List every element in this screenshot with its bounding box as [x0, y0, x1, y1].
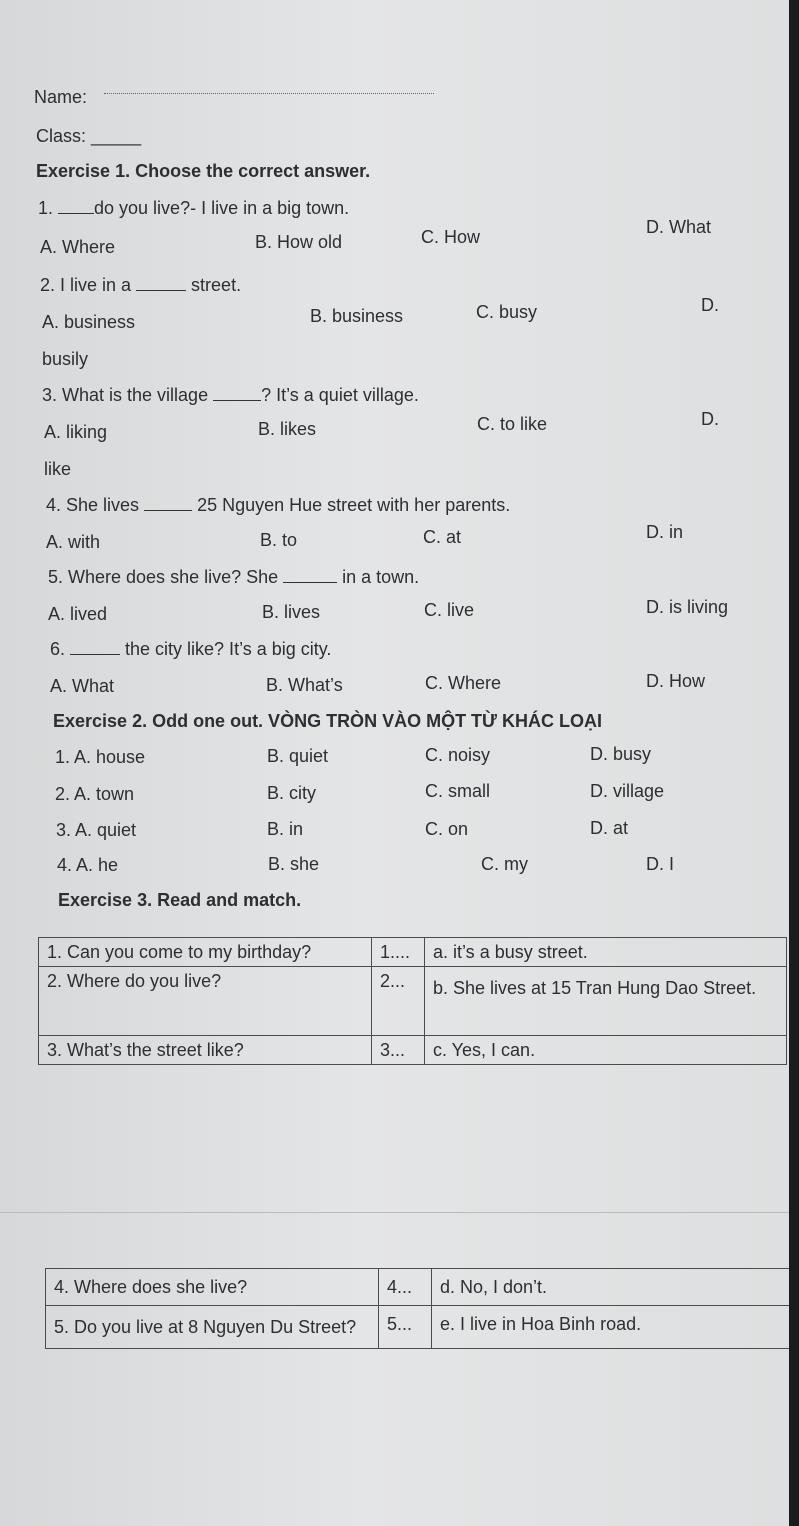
class-label-text: Class: — [36, 126, 87, 146]
answer-cell: e. I live in Hoa Binh road. — [432, 1306, 794, 1349]
ex2-row-1-c: C. noisy — [425, 745, 491, 765]
q1-pre: 1. — [38, 198, 59, 218]
ex1-q3-option-d: D. — [701, 409, 719, 429]
q2-post: street. — [186, 275, 242, 295]
ex2-row-1-b: B. quiet — [267, 746, 329, 766]
ex1-q6-option-d: D. How — [646, 671, 706, 691]
ex1-q4-option-b: B. to — [260, 530, 298, 550]
ex2-row-2-d: D. village — [590, 781, 665, 801]
ex1-q6-option-b: B. What’s — [266, 675, 343, 695]
q3-post: ? It’s a quiet village. — [261, 385, 419, 405]
ex2-row-2-a: 2. A. town — [55, 784, 135, 804]
ex1-q5-option-d: D. is living — [646, 597, 729, 617]
ex2-row-2-c: C. small — [425, 781, 491, 801]
ex1-q5-option-b: B. lives — [262, 602, 321, 622]
ex1-q1-option-b: B. How old — [255, 232, 343, 252]
answer-blank — [58, 213, 94, 214]
ex1-q5-option-c: C. live — [424, 600, 475, 620]
table-row — [46, 1269, 794, 1306]
ex2-row-4-a: 4. A. he — [57, 855, 119, 875]
page-divider — [0, 1212, 799, 1213]
ex2-row-3-c: C. on — [425, 819, 469, 839]
ex1-q3-option-a: A. liking — [44, 422, 108, 442]
answer-blank — [144, 510, 192, 511]
question-cell: 4. Where does she live? — [46, 1269, 379, 1306]
ex1-q4-option-a: A. with — [46, 532, 101, 552]
name-label: Name: — [34, 87, 88, 107]
ex1-q1-option-c: C. How — [421, 227, 481, 247]
q2-pre: 2. I live in a — [40, 275, 137, 295]
q6-pre: 6. — [50, 639, 71, 659]
answer-blank — [70, 654, 120, 655]
name-blank-line — [104, 93, 434, 94]
ex1-question-5 — [48, 566, 419, 588]
answer-cell: b. She lives at 15 Tran Hung Dao Street. — [425, 967, 787, 1036]
ex1-question-4 — [46, 494, 510, 516]
ex1-q4-option-c: C. at — [423, 527, 462, 547]
answer-number-cell[interactable]: 5... — [379, 1306, 432, 1349]
ex2-row-3-d: D. at — [590, 818, 629, 838]
match-table-2 — [45, 1268, 794, 1349]
answer-number-cell[interactable]: 1.... — [372, 938, 425, 967]
answer-number-cell[interactable]: 4... — [379, 1269, 432, 1306]
answer-number-cell[interactable]: 2... — [372, 967, 425, 1036]
answer-cell: d. No, I don’t. — [432, 1269, 794, 1306]
ex1-q3-option-b: B. likes — [258, 419, 317, 439]
ex1-q4-option-d: D. in — [646, 522, 684, 542]
ex2-row-2-b: B. city — [267, 783, 317, 803]
ex1-q6-option-c: C. Where — [425, 673, 502, 693]
q4-post: 25 Nguyen Hue street with her parents. — [192, 495, 511, 515]
ex1-question-1 — [38, 197, 349, 219]
answer-number-cell[interactable]: 3... — [372, 1036, 425, 1065]
ex1-q6-option-a: A. What — [50, 676, 115, 696]
match-table-1 — [38, 937, 787, 1065]
answer-cell: c. Yes, I can. — [425, 1036, 787, 1065]
ex2-row-1-d: D. busy — [590, 744, 652, 764]
table-row — [39, 967, 787, 1036]
q6-post: the city like? It’s a big city. — [120, 639, 332, 659]
ex1-question-2 — [40, 274, 241, 296]
answer-cell: a. it’s a busy street. — [425, 938, 787, 967]
ex1-q2-option-c: C. busy — [476, 302, 538, 322]
table-row — [46, 1306, 794, 1349]
ex1-q3-option-d-wrap: like — [44, 459, 72, 479]
class-blank: _____ — [91, 126, 142, 146]
answer-blank — [136, 290, 186, 291]
ex2-row-3-a: 3. A. quiet — [56, 820, 137, 840]
ex1-q2-option-d-wrap: busily — [42, 349, 89, 369]
question-cell: 5. Do you live at 8 Nguyen Du Street? — [46, 1306, 379, 1349]
exercise3-title: Exercise 3. Read and match. — [58, 890, 302, 910]
ex2-row-4-d: D. I — [646, 854, 675, 874]
q5-pre: 5. Where does she live? She — [48, 567, 284, 587]
ex2-row-4-c: C. my — [481, 854, 528, 874]
exercise1-title: Exercise 1. Choose the correct answer. — [36, 161, 371, 181]
ex1-q5-option-a: A. lived — [48, 604, 108, 624]
q3-pre: 3. What is the village — [42, 385, 214, 405]
ex1-q1-option-d: D. What — [646, 217, 712, 237]
answer-blank — [213, 400, 261, 401]
ex1-question-3 — [42, 384, 419, 406]
question-cell: 1. Can you come to my birthday? — [39, 938, 372, 967]
ex1-q3-option-c: C. to like — [477, 414, 548, 434]
ex1-question-6 — [50, 638, 331, 660]
answer-blank — [283, 582, 337, 583]
question-cell: 2. Where do you live? — [39, 967, 372, 1036]
class-label — [36, 125, 141, 147]
ex1-q2-option-d: D. — [701, 295, 719, 315]
ex1-q2-option-a: A. business — [42, 312, 136, 332]
exercise2-title: Exercise 2. Odd one out. VÒNG TRÒN VÀO MỘT TỪ KHÁC LOẠI — [53, 711, 602, 731]
table-row — [39, 938, 787, 967]
ex2-row-3-b: B. in — [267, 819, 304, 839]
q5-post: in a town. — [337, 567, 420, 587]
ex1-q2-option-b: B. business — [310, 306, 404, 326]
question-cell: 3. What’s the street like? — [39, 1036, 372, 1065]
photo-dark-edge — [789, 0, 799, 1526]
ex1-q1-option-a: A. Where — [40, 237, 116, 257]
ex2-row-4-b: B. she — [268, 854, 320, 874]
q4-pre: 4. She lives — [46, 495, 145, 515]
ex2-row-1-a: 1. A. house — [55, 747, 146, 767]
q1-post: do you live?- I live in a big town. — [94, 198, 350, 218]
table-row — [39, 1036, 787, 1065]
